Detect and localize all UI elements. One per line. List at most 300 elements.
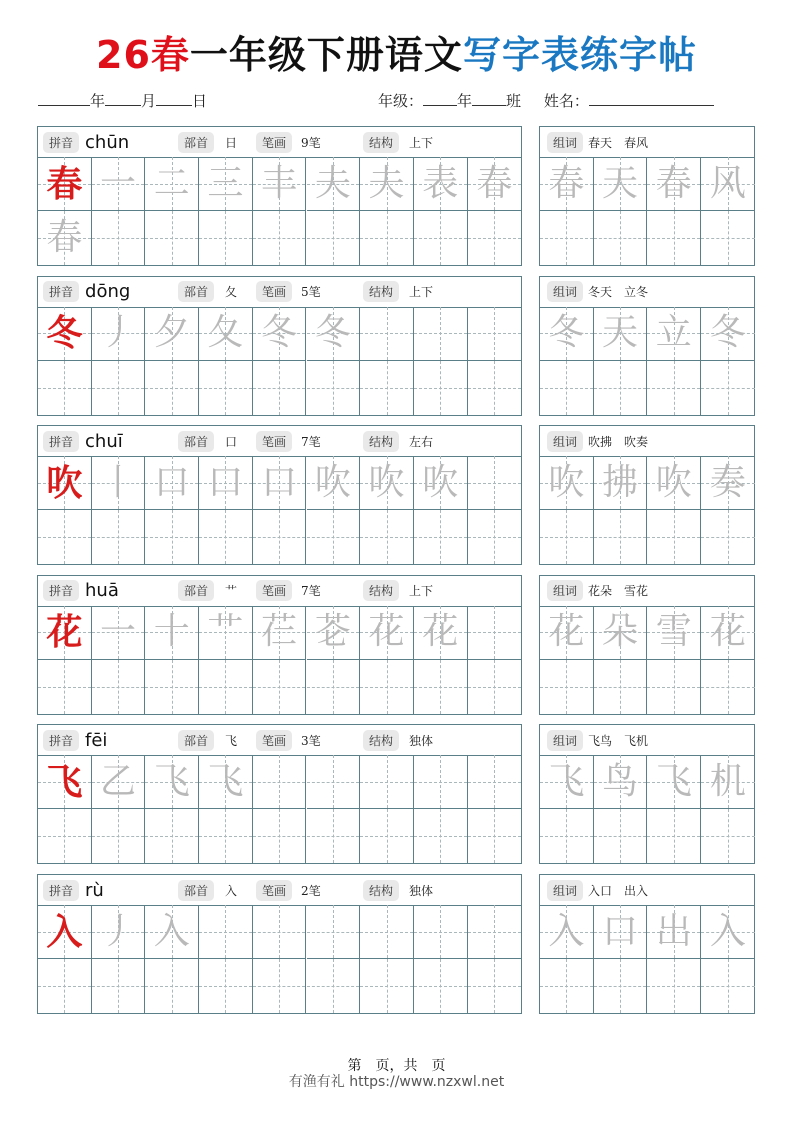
word-cell[interactable] — [647, 510, 701, 564]
writing-cell[interactable] — [307, 211, 361, 265]
page-number: 第 页，共 页 — [347, 1058, 446, 1074]
radical-value: 日 — [225, 135, 238, 150]
word-trace-character: 立 — [655, 312, 692, 354]
word-cell[interactable] — [701, 905, 755, 959]
writing-cell[interactable] — [360, 809, 414, 863]
writing-cell[interactable] — [253, 157, 307, 211]
writing-cell[interactable] — [307, 606, 361, 660]
stroke-order-trace: 二 — [153, 162, 190, 204]
char-info-header — [38, 576, 521, 607]
word-cell[interactable] — [647, 905, 701, 959]
model-character: 冬 — [46, 312, 83, 355]
model-character: 花 — [46, 611, 83, 654]
writing-cell[interactable] — [92, 157, 146, 211]
name-field[interactable] — [589, 91, 714, 106]
structure-value: 上下 — [409, 285, 434, 300]
word-block — [539, 425, 755, 565]
writing-cell[interactable] — [360, 157, 414, 211]
title-year: 26春 — [96, 33, 190, 77]
word-cell[interactable] — [594, 755, 648, 809]
writing-cell[interactable] — [307, 157, 361, 211]
word-grid — [540, 307, 754, 415]
writing-cell[interactable] — [253, 211, 307, 265]
word-grid — [540, 157, 754, 265]
strokes-value: 3笔 — [301, 733, 321, 748]
writing-cell[interactable] — [199, 755, 253, 809]
writing-cell[interactable] — [199, 510, 253, 564]
writing-cell[interactable] — [92, 606, 146, 660]
words-value: 吹拂 吹奏 — [588, 434, 649, 449]
student-line — [378, 90, 714, 111]
strokes-tag: 笔画 — [256, 880, 292, 901]
writing-cell[interactable] — [92, 510, 146, 564]
word-cell[interactable] — [594, 905, 648, 959]
word-grid — [540, 606, 754, 714]
word-cell[interactable] — [701, 157, 755, 211]
title-subject: 写字表练字帖 — [462, 33, 697, 77]
writing-cell[interactable] — [145, 809, 199, 863]
writing-grid — [38, 456, 521, 564]
word-cell[interactable] — [701, 510, 755, 564]
writing-cell[interactable] — [253, 456, 307, 510]
word-cell[interactable] — [540, 510, 594, 564]
writing-cell[interactable] — [145, 211, 199, 265]
strokes-tag: 笔画 — [256, 281, 292, 302]
word-cell[interactable] — [594, 809, 648, 863]
words-value: 冬天 立冬 — [588, 285, 649, 300]
word-cell[interactable] — [647, 456, 701, 510]
word-trace-character: 朵 — [602, 611, 639, 653]
structure-tag: 结构 — [363, 730, 399, 751]
writing-cell[interactable] — [38, 211, 92, 265]
stroke-order-trace: 十 — [153, 611, 190, 653]
title-course: 一年级下册语文 — [189, 33, 463, 77]
pinyin-value: fēi — [85, 729, 108, 751]
words-tag: 组词 — [547, 580, 583, 601]
words-value: 春天 春风 — [588, 135, 649, 150]
word-trace-character: 风 — [709, 162, 746, 204]
word-header — [540, 426, 754, 457]
stroke-order-trace: 口 — [153, 461, 190, 503]
word-trace-character: 飞 — [548, 760, 585, 802]
writing-cell[interactable] — [38, 905, 92, 959]
writing-cell[interactable] — [468, 809, 522, 863]
pinyin-tag: 拼音 — [43, 880, 79, 901]
day-field[interactable] — [156, 91, 192, 106]
writing-cell[interactable] — [468, 157, 522, 211]
writing-cell[interactable] — [253, 361, 307, 415]
model-character: 入 — [46, 910, 83, 953]
char-info-header — [38, 277, 521, 308]
model-character: 春 — [46, 162, 83, 205]
word-cell[interactable] — [540, 755, 594, 809]
strokes-tag: 笔画 — [256, 431, 292, 452]
writing-cell[interactable] — [307, 959, 361, 1013]
writing-cell[interactable] — [414, 307, 468, 361]
writing-cell[interactable] — [38, 755, 92, 809]
page-title — [0, 24, 793, 79]
writing-cell[interactable] — [92, 809, 146, 863]
writing-cell[interactable] — [253, 809, 307, 863]
word-cell[interactable] — [647, 660, 701, 714]
writing-cell[interactable] — [360, 959, 414, 1013]
pinyin-tag: 拼音 — [43, 730, 79, 751]
writing-cell[interactable] — [414, 606, 468, 660]
word-block — [539, 575, 755, 715]
word-cell[interactable] — [594, 660, 648, 714]
word-cell[interactable] — [594, 606, 648, 660]
pinyin-tag: 拼音 — [43, 132, 79, 153]
writing-cell[interactable] — [414, 755, 468, 809]
writing-cell[interactable] — [307, 660, 361, 714]
writing-cell[interactable] — [307, 307, 361, 361]
word-cell[interactable] — [594, 361, 648, 415]
writing-cell[interactable] — [38, 959, 92, 1013]
writing-cell[interactable] — [253, 905, 307, 959]
word-cell[interactable] — [701, 211, 755, 265]
practice-block — [37, 425, 522, 565]
word-cell[interactable] — [647, 157, 701, 211]
stroke-order-trace: 吹 — [422, 461, 459, 503]
writing-cell[interactable] — [414, 456, 468, 510]
pinyin-value: chūn — [85, 131, 130, 153]
stroke-order-trace: 三 — [207, 162, 244, 204]
writing-cell[interactable] — [92, 755, 146, 809]
writing-cell[interactable] — [360, 510, 414, 564]
structure-value: 上下 — [409, 135, 434, 150]
word-cell[interactable] — [540, 959, 594, 1013]
word-trace-character: 飞 — [655, 760, 692, 802]
word-cell[interactable] — [701, 809, 755, 863]
word-cell[interactable] — [647, 211, 701, 265]
words-tag: 组词 — [547, 132, 583, 153]
writing-cell[interactable] — [468, 660, 522, 714]
writing-cell[interactable] — [468, 211, 522, 265]
practice-block — [37, 575, 522, 715]
structure-value: 独体 — [409, 733, 434, 748]
word-cell[interactable] — [647, 755, 701, 809]
model-character: 吹 — [46, 461, 83, 504]
strokes-value: 9笔 — [301, 135, 321, 150]
word-cell[interactable] — [647, 307, 701, 361]
word-trace-character: 天 — [602, 312, 639, 354]
structure-tag: 结构 — [363, 281, 399, 302]
word-trace-character: 口 — [602, 910, 639, 952]
writing-cell[interactable] — [145, 361, 199, 415]
writing-cell[interactable] — [145, 905, 199, 959]
word-block — [539, 874, 755, 1014]
stroke-order-trace: 花 — [368, 611, 405, 653]
writing-cell[interactable] — [145, 510, 199, 564]
word-trace-character: 春 — [548, 162, 585, 204]
stroke-order-trace: 吹 — [314, 461, 351, 503]
writing-cell[interactable] — [360, 456, 414, 510]
year-label: 年 — [90, 92, 106, 110]
pinyin-value: huā — [85, 580, 119, 602]
writing-cell[interactable] — [414, 510, 468, 564]
year-field[interactable] — [38, 91, 90, 106]
writing-cell[interactable] — [253, 660, 307, 714]
pinyin-value: rù — [85, 879, 104, 901]
word-trace-character: 拂 — [602, 461, 639, 503]
radical-tag: 部首 — [178, 281, 214, 302]
grade-field[interactable] — [423, 91, 457, 106]
writing-cell[interactable] — [468, 361, 522, 415]
stroke-order-trace: 丿 — [100, 312, 137, 354]
writing-cell[interactable] — [199, 157, 253, 211]
word-cell[interactable] — [594, 510, 648, 564]
writing-cell[interactable] — [92, 307, 146, 361]
writing-cell[interactable] — [199, 307, 253, 361]
stroke-order-trace: 吹 — [368, 461, 405, 503]
writing-grid — [38, 606, 521, 714]
date-line — [38, 90, 207, 111]
writing-cell[interactable] — [414, 959, 468, 1013]
stroke-order-trace: 乙 — [100, 760, 137, 802]
strokes-value: 2笔 — [301, 883, 321, 898]
char-info-header — [38, 127, 521, 158]
writing-cell[interactable] — [92, 361, 146, 415]
writing-cell[interactable] — [92, 211, 146, 265]
stroke-order-trace: 入 — [153, 910, 190, 952]
stroke-order-trace: 丿 — [100, 910, 137, 952]
stroke-order-trace: 夂 — [207, 312, 244, 354]
word-trace-character: 入 — [548, 910, 585, 952]
writing-cell[interactable] — [360, 307, 414, 361]
writing-cell[interactable] — [92, 660, 146, 714]
word-cell[interactable] — [540, 809, 594, 863]
writing-cell[interactable] — [38, 157, 92, 211]
words-value: 飞鸟 飞机 — [588, 733, 649, 748]
writing-cell[interactable] — [199, 809, 253, 863]
char-info-header — [38, 875, 521, 906]
word-cell[interactable] — [647, 606, 701, 660]
writing-cell[interactable] — [307, 361, 361, 415]
word-cell[interactable] — [594, 211, 648, 265]
word-trace-character: 雪 — [655, 611, 692, 653]
stroke-order-trace: 芢 — [261, 611, 298, 653]
word-cell[interactable] — [594, 456, 648, 510]
class-field[interactable] — [472, 91, 506, 106]
writing-cell[interactable] — [145, 456, 199, 510]
writing-cell[interactable] — [145, 307, 199, 361]
structure-value: 独体 — [409, 883, 434, 898]
writing-cell[interactable] — [199, 606, 253, 660]
word-cell[interactable] — [594, 959, 648, 1013]
stroke-order-trace: 飞 — [153, 760, 190, 802]
words-tag: 组词 — [547, 431, 583, 452]
word-trace-character: 机 — [709, 760, 746, 802]
structure-tag: 结构 — [363, 880, 399, 901]
writing-cell[interactable] — [468, 755, 522, 809]
stroke-order-trace: 口 — [207, 461, 244, 503]
word-cell[interactable] — [647, 361, 701, 415]
writing-cell[interactable] — [468, 905, 522, 959]
name-label: 姓名： — [543, 92, 589, 110]
writing-cell[interactable] — [199, 905, 253, 959]
word-cell[interactable] — [540, 361, 594, 415]
word-cell[interactable] — [540, 211, 594, 265]
word-cell[interactable] — [594, 307, 648, 361]
practice-block — [37, 276, 522, 416]
word-cell[interactable] — [540, 660, 594, 714]
writing-cell[interactable] — [253, 307, 307, 361]
structure-value: 上下 — [409, 584, 434, 599]
word-block — [539, 724, 755, 864]
writing-cell[interactable] — [307, 905, 361, 959]
stroke-order-trace: 花 — [422, 611, 459, 653]
word-block — [539, 126, 755, 266]
writing-cell[interactable] — [253, 755, 307, 809]
word-trace-character: 入 — [709, 910, 746, 952]
word-cell[interactable] — [594, 157, 648, 211]
char-info-header — [38, 426, 521, 457]
stroke-order-trace: 丨 — [100, 461, 137, 503]
word-grid — [540, 905, 754, 1013]
radical-value: 艹 — [225, 584, 238, 599]
writing-cell[interactable] — [38, 510, 92, 564]
word-cell[interactable] — [540, 157, 594, 211]
strokes-value: 7笔 — [301, 584, 321, 599]
writing-cell[interactable] — [253, 606, 307, 660]
writing-grid — [38, 157, 521, 265]
word-cell[interactable] — [701, 959, 755, 1013]
writing-cell[interactable] — [38, 809, 92, 863]
writing-cell[interactable] — [307, 510, 361, 564]
word-trace-character: 奏 — [709, 461, 746, 503]
writing-cell[interactable] — [38, 606, 92, 660]
radical-tag: 部首 — [178, 730, 214, 751]
writing-cell[interactable] — [92, 905, 146, 959]
structure-tag: 结构 — [363, 132, 399, 153]
writing-cell[interactable] — [145, 755, 199, 809]
word-trace-character: 春 — [655, 162, 692, 204]
words-tag: 组词 — [547, 730, 583, 751]
word-cell[interactable] — [701, 660, 755, 714]
grade-label: 年级： — [378, 92, 424, 110]
writing-cell[interactable] — [468, 510, 522, 564]
words-value: 入口 出入 — [588, 883, 649, 898]
stroke-order-trace: 夕 — [153, 312, 190, 354]
writing-grid — [38, 307, 521, 415]
writing-cell[interactable] — [145, 959, 199, 1013]
writing-cell[interactable] — [92, 959, 146, 1013]
writing-cell[interactable] — [253, 510, 307, 564]
word-header — [540, 875, 754, 906]
word-cell[interactable] — [647, 809, 701, 863]
writing-cell[interactable] — [199, 361, 253, 415]
writing-cell[interactable] — [199, 211, 253, 265]
stroke-order-trace: 冬 — [314, 312, 351, 354]
structure-tag: 结构 — [363, 431, 399, 452]
word-cell[interactable] — [701, 755, 755, 809]
writing-cell[interactable] — [414, 361, 468, 415]
practice-block — [37, 724, 522, 864]
writing-cell[interactable] — [360, 361, 414, 415]
word-cell[interactable] — [540, 905, 594, 959]
word-block — [539, 276, 755, 416]
pinyin-tag: 拼音 — [43, 580, 79, 601]
stroke-order-trace: 一 — [100, 611, 137, 653]
words-value: 花朵 雪花 — [588, 584, 649, 599]
word-cell[interactable] — [701, 606, 755, 660]
word-cell[interactable] — [647, 959, 701, 1013]
writing-cell[interactable] — [414, 660, 468, 714]
stroke-order-trace: 春 — [476, 162, 513, 204]
writing-cell[interactable] — [145, 606, 199, 660]
model-character: 飞 — [46, 760, 83, 803]
writing-cell[interactable] — [199, 959, 253, 1013]
writing-cell[interactable] — [468, 456, 522, 510]
word-trace-character: 吹 — [655, 461, 692, 503]
word-cell[interactable] — [540, 307, 594, 361]
writing-cell[interactable] — [307, 456, 361, 510]
writing-cell[interactable] — [145, 660, 199, 714]
word-cell[interactable] — [701, 456, 755, 510]
char-info-header — [38, 725, 521, 756]
writing-cell[interactable] — [360, 755, 414, 809]
writing-cell[interactable] — [414, 905, 468, 959]
writing-cell[interactable] — [360, 211, 414, 265]
stroke-order-trace: 口 — [261, 461, 298, 503]
writing-cell[interactable] — [360, 660, 414, 714]
writing-cell[interactable] — [199, 660, 253, 714]
word-cell[interactable] — [540, 456, 594, 510]
writing-cell[interactable] — [307, 809, 361, 863]
writing-cell[interactable] — [38, 660, 92, 714]
word-trace-character: 鸟 — [602, 760, 639, 802]
structure-value: 左右 — [409, 434, 434, 449]
writing-cell[interactable] — [468, 606, 522, 660]
word-cell[interactable] — [701, 307, 755, 361]
writing-cell[interactable] — [468, 307, 522, 361]
writing-cell[interactable] — [92, 456, 146, 510]
word-cell[interactable] — [540, 606, 594, 660]
stroke-order-trace: 夫 — [314, 162, 351, 204]
word-trace-character: 出 — [655, 910, 692, 952]
source-watermark: 有渔有礼 https://www.nzxwl.net — [288, 1074, 505, 1090]
stroke-order-trace: 夫 — [368, 162, 405, 204]
grade-unit: 年 — [457, 92, 473, 110]
writing-cell[interactable] — [199, 456, 253, 510]
writing-cell[interactable] — [414, 211, 468, 265]
radical-value: 入 — [225, 883, 238, 898]
radical-tag: 部首 — [178, 132, 214, 153]
class-unit: 班 — [506, 92, 522, 110]
writing-cell[interactable] — [253, 959, 307, 1013]
writing-cell[interactable] — [414, 157, 468, 211]
word-cell[interactable] — [701, 361, 755, 415]
writing-cell[interactable] — [38, 361, 92, 415]
month-label: 月 — [141, 92, 157, 110]
strokes-tag: 笔画 — [256, 132, 292, 153]
word-trace-character: 花 — [709, 611, 746, 653]
word-grid — [540, 456, 754, 564]
stroke-order-trace: 芲 — [314, 611, 351, 653]
practice-block — [37, 126, 522, 266]
writing-cell[interactable] — [38, 307, 92, 361]
month-field[interactable] — [105, 91, 141, 106]
writing-cell[interactable] — [145, 157, 199, 211]
word-header — [540, 576, 754, 607]
writing-cell[interactable] — [360, 606, 414, 660]
writing-cell[interactable] — [468, 959, 522, 1013]
stroke-order-trace: 表 — [422, 162, 459, 204]
writing-cell[interactable] — [38, 456, 92, 510]
writing-cell[interactable] — [414, 809, 468, 863]
writing-cell[interactable] — [307, 755, 361, 809]
writing-cell[interactable] — [360, 905, 414, 959]
